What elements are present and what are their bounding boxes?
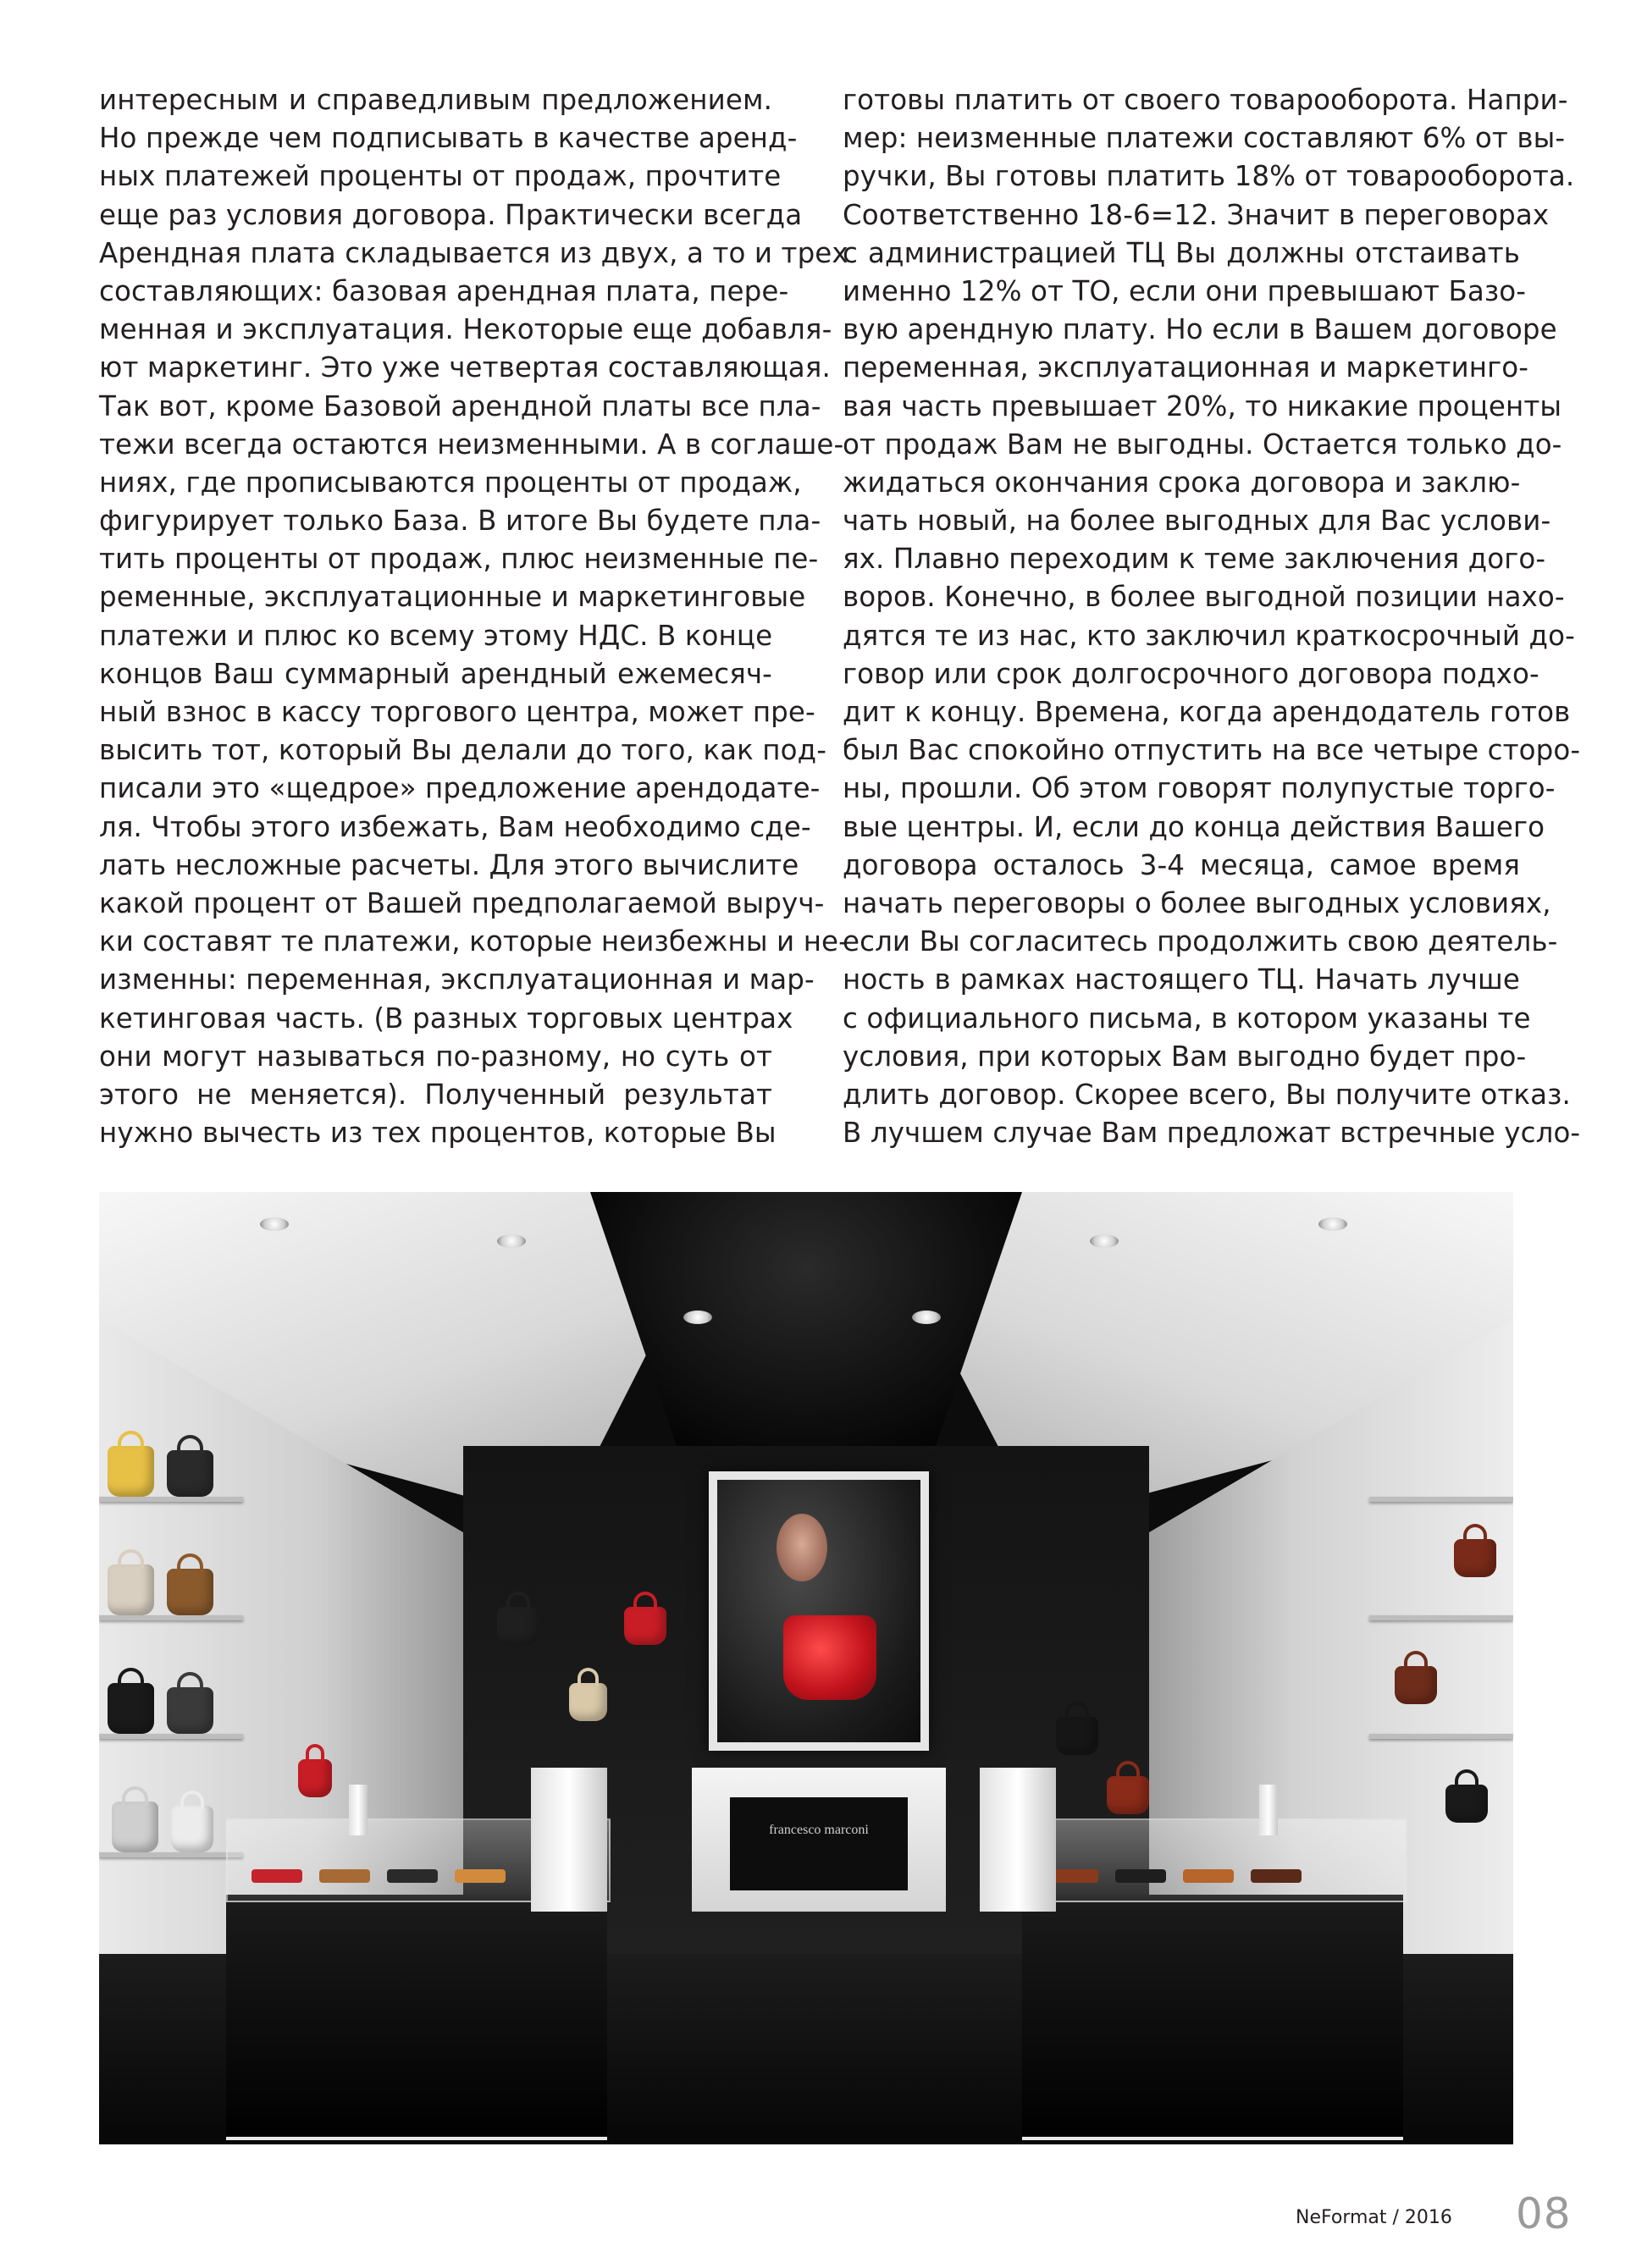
text-line: говор или срок долгосрочного договора подхо- xyxy=(843,657,1539,690)
text-line: ют маркетинг. Это уже четвертая составляющая. xyxy=(99,351,831,384)
text-line: составляющих: базовая арендная плата, пере- xyxy=(99,274,789,307)
text-line: именно 12% от ТО, если они превышают Базо- xyxy=(843,274,1527,307)
display-counter-left xyxy=(226,1895,607,2140)
text-line: Но прежде чем подписывать в качестве аренд- xyxy=(99,122,798,155)
boutique-interior-photo xyxy=(99,1192,1513,2144)
handbag-black xyxy=(108,1683,154,1734)
shelf xyxy=(99,1615,243,1620)
text-line: Арендная плата складывается из двух, а то и трех xyxy=(99,236,848,269)
shelf xyxy=(1369,1615,1513,1620)
briefcase-brown xyxy=(1454,1539,1496,1577)
shelf xyxy=(99,1497,243,1502)
text-line: если Вы согласитесь продолжить свою деятель- xyxy=(843,925,1558,958)
text-line: какой процент от Вашей предполагаемой выруч- xyxy=(99,886,825,919)
text-line: договора осталось 3-4 месяца, самое время xyxy=(843,848,1520,881)
text-line: Так вот, кроме Базовой арендной платы все пла- xyxy=(99,389,821,422)
magazine-brand: NeFormat / 2016 xyxy=(1296,2207,1452,2228)
right-text-column xyxy=(843,81,1581,1152)
handbag-white xyxy=(171,1806,213,1852)
briefcase-brown xyxy=(1395,1666,1437,1704)
ceiling-center-recess xyxy=(590,1192,1022,1446)
wallet-tan xyxy=(455,1869,506,1883)
white-display-stand xyxy=(531,1768,607,1912)
ceiling-spotlight xyxy=(1090,1234,1119,1248)
text-line: с официального письма, в котором указаны те xyxy=(843,1002,1531,1035)
text-line: писали это «щедрое» предложение арендодате- xyxy=(99,772,821,805)
text-line: воров. Конечно, в более выгодной позиции нахо- xyxy=(843,581,1565,614)
page-number: 08 xyxy=(1516,2189,1572,2238)
display-counter-right xyxy=(1022,1895,1403,2140)
text-line: ки составят те платежи, которые неизбежны и не- xyxy=(99,925,848,958)
ceiling-spotlight xyxy=(497,1234,526,1248)
text-line: менная и эксплуатация. Некоторые еще добавля- xyxy=(99,313,832,346)
text-line: вые центры. И, если до конца действия Вашего xyxy=(843,810,1545,843)
briefcase-black xyxy=(1056,1717,1098,1755)
ceiling-spotlight xyxy=(260,1217,289,1231)
model-face xyxy=(777,1514,827,1581)
text-line: ременные, эксплуатационные и маркетинговые xyxy=(99,581,806,614)
wallet-black xyxy=(387,1869,438,1883)
shelf xyxy=(1369,1497,1513,1502)
text-line: В лучшем случае Вам предложат встречные усло- xyxy=(843,1117,1581,1150)
briefcase-black xyxy=(1445,1785,1488,1823)
text-line: условия, при которых Вам выгодно будет про- xyxy=(843,1040,1527,1073)
handbag-beige xyxy=(569,1683,607,1721)
text-line: концов Ваш суммарный арендный ежемесяч- xyxy=(99,657,772,690)
text-line: платежи и плюс ко всему этому НДС. В конце xyxy=(99,619,773,652)
shelf xyxy=(99,1852,243,1857)
ceiling-spotlight xyxy=(1318,1217,1347,1231)
briefcase-brown xyxy=(1107,1776,1149,1814)
text-line: фигурирует только База. В итоге Вы будете пла- xyxy=(99,505,821,538)
text-line: ность в рамках настоящего ТЦ. Начать лучше xyxy=(843,963,1520,996)
text-line: изменны: переменная, эксплуатационная и мар- xyxy=(99,963,815,996)
handbag-red xyxy=(624,1607,666,1645)
text-line: высить тот, который Вы делали до того, как под- xyxy=(99,734,827,767)
showcase-pillar xyxy=(1259,1785,1278,1835)
handbag-yellow xyxy=(108,1446,154,1497)
ceiling-spotlight xyxy=(683,1311,712,1324)
text-line: интересным и справедливым предложением. xyxy=(99,84,772,116)
text-line: тежи всегда остаются неизменными. А в соглаше- xyxy=(99,428,844,461)
model-poster xyxy=(709,1471,929,1751)
handbag-black xyxy=(167,1450,213,1497)
text-line: Соответственно 18-6=12. Значит в переговорах xyxy=(843,198,1550,231)
shelf xyxy=(99,1734,243,1739)
handbag-beige xyxy=(108,1564,154,1615)
text-line: ниях, где прописываются проценты от продаж, xyxy=(99,466,802,499)
text-line: кетинговая часть. (В разных торговых центрах xyxy=(99,1002,793,1035)
ceiling-spotlight xyxy=(912,1311,941,1324)
text-line: ных платежей проценты от продаж, прочтите xyxy=(99,160,782,193)
handbag-red xyxy=(298,1759,332,1797)
text-line: вую арендную плату. Но если в Вашем договоре xyxy=(843,313,1557,346)
text-line: ля. Чтобы этого избежать, Вам необходимо сде- xyxy=(99,810,811,843)
handbag-black xyxy=(497,1607,539,1645)
text-line: вая часть превышает 20%, то никакие проценты xyxy=(843,389,1562,422)
glass-showcase-right xyxy=(1022,1818,1407,1902)
text-line: мер: неизменные платежи составляют 6% от вы- xyxy=(843,122,1566,155)
brand-logo-text: francesco marconi xyxy=(769,1823,869,1837)
text-line: с администрацией ТЦ Вы должны отстаивать xyxy=(843,236,1520,269)
text-line: был Вас спокойно отпустить на все четыре сторо- xyxy=(843,734,1581,767)
text-line: ный взнос в кассу торгового центра, может пре- xyxy=(99,696,815,728)
text-line: жидаться окончания срока договора и заклю- xyxy=(843,466,1521,499)
text-line: длить договор. Скорее всего, Вы получите отказ. xyxy=(843,1078,1571,1111)
handbag-brown xyxy=(167,1569,213,1615)
text-line: тить проценты от продаж, плюс неизменные пе- xyxy=(99,543,819,576)
wallet-red xyxy=(251,1869,302,1883)
text-line: дит к концу. Времена, когда арендодатель готов xyxy=(843,696,1571,728)
text-line: ручки, Вы готовы платить 18% от товарооборота. xyxy=(843,160,1575,193)
shelf xyxy=(1369,1734,1513,1739)
text-line: нужно вычесть из тех процентов, которые Вы xyxy=(99,1117,777,1150)
white-display-stand xyxy=(980,1768,1056,1912)
text-line: чать новый, на более выгодных для Вас услови- xyxy=(843,505,1551,538)
showcase-pillar xyxy=(349,1785,368,1835)
text-line: от продаж Вам не выгодны. Остается только до- xyxy=(843,428,1562,461)
text-line: еще раз условия договора. Практически всегда xyxy=(99,198,803,231)
wallet-dark-brown xyxy=(1251,1869,1302,1883)
text-line: начать переговоры о более выгодных условиях, xyxy=(843,886,1551,919)
wallet-brown xyxy=(319,1869,370,1883)
handbag-grey xyxy=(167,1687,213,1734)
wallet-tan xyxy=(1183,1869,1234,1883)
text-line: они могут называться по-разному, но суть от xyxy=(99,1040,772,1073)
handbag-white xyxy=(112,1802,158,1852)
text-line: лать несложные расчеты. Для этого вычислите xyxy=(99,848,799,881)
text-line: ны, прошли. Об этом говорят полупустые торго- xyxy=(843,772,1556,805)
poster-red-bag xyxy=(783,1615,876,1700)
text-line: переменная, эксплуатационная и маркетинго- xyxy=(843,351,1529,384)
text-line: дятся те из нас, кто заключил краткосрочный до- xyxy=(843,619,1575,652)
wallet-black xyxy=(1115,1869,1166,1883)
text-line: этого не меняется). Полученный результат xyxy=(99,1078,772,1111)
left-text-column xyxy=(99,81,848,1152)
text-line: ях. Плавно переходим к теме заключения дого- xyxy=(843,543,1546,576)
text-line: готовы платить от своего товарооборота. Напри- xyxy=(843,84,1568,116)
